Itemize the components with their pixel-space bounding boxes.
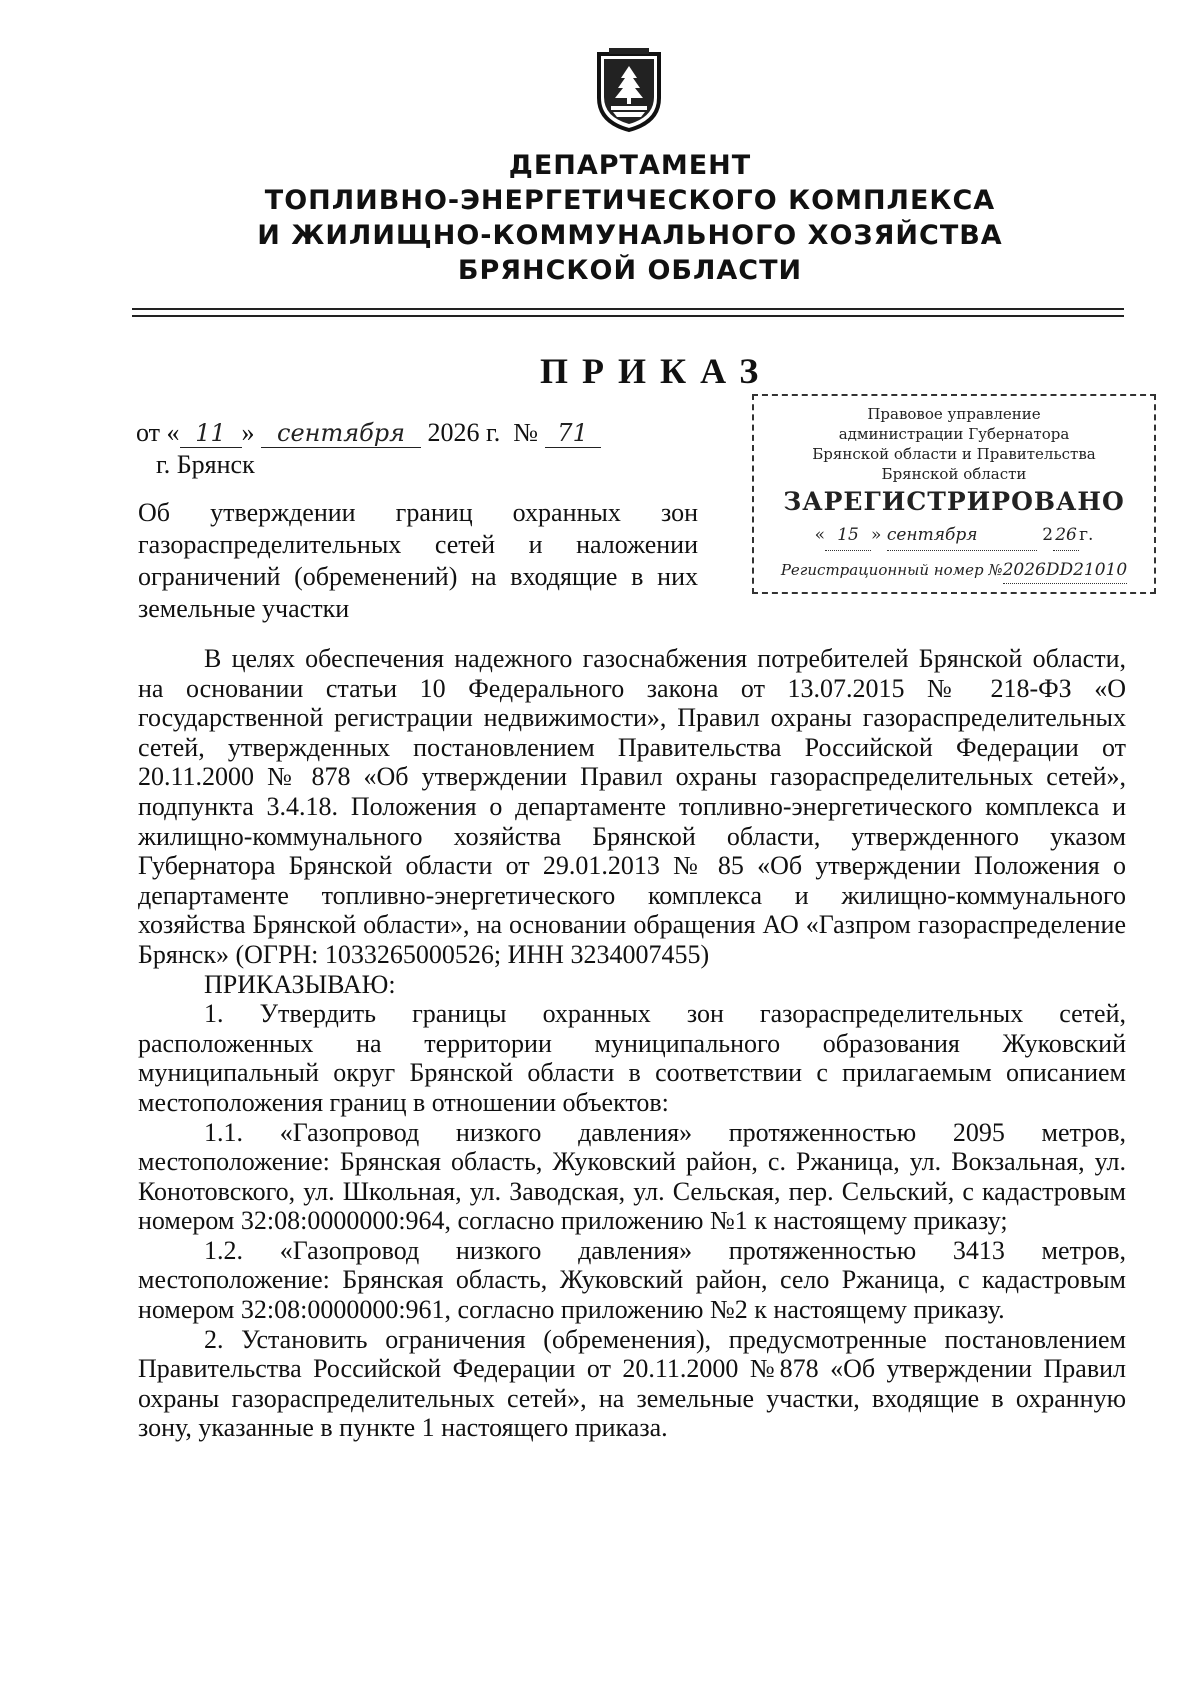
date-mid: » — [241, 418, 255, 447]
header-line-3: И ЖИЛИЩНО-КОММУНАЛЬНОГО ХОЗЯЙСТВА — [257, 220, 1003, 251]
stamp-year-handwritten: 26 — [1053, 520, 1079, 551]
header-divider-bottom — [132, 315, 1124, 317]
stamp-month-handwritten: сентября — [887, 520, 1037, 551]
header-divider-top — [132, 308, 1124, 310]
order-subject: Об утверждении границ охранных зон газораспределительных сетей и наложении ограничений (обременений) на входящие в них земельные участки — [138, 498, 698, 623]
order-month-handwritten: сентября — [261, 419, 421, 448]
document-title: ПРИКАЗ — [540, 351, 773, 391]
stamp-day-handwritten: 15 — [825, 520, 871, 551]
stamp-date-mid: » — [871, 525, 882, 545]
date-prefix: от « — [136, 418, 180, 447]
stamp-line-2: администрации Губернатора — [838, 425, 1070, 443]
order-date-line — [136, 418, 601, 448]
order-city: г. Брянск — [156, 450, 255, 479]
stamp-number-label: Регистрационный номер № — [780, 561, 1003, 579]
stamp-line-1: Правовое управление — [867, 405, 1041, 423]
department-header — [0, 148, 1200, 288]
clause-1-2: 1.2. «Газопровод низкого давления» протяженностью 3413 метров, местоположение: Брянская область, Жуковский район, село Ржаница, с кадастровым номером 32:08:0000000:961, согласно приложению №2 к настоящему приказу. — [138, 1235, 1126, 1325]
stamp-date-open: « — [814, 525, 826, 545]
order-day-handwritten: 11 — [180, 419, 242, 448]
preamble-paragraph: В целях обеспечения надежного газоснабжения потребителей Брянской области, на основании статьи 10 Федерального закона от 13.07.2015 № 218-ФЗ «О государственной регистрации недвижимости», Правил охраны газораспределительных сетей, утвержденных постановлением Правительства Российской Федерации от 20.11.2000 № 878 «Об утверждении Правил охраны газораспределительных сетей», подпункта 3.4.18. Положения о департаменте топливно-энергетического комплекса и жилищно-коммунального хозяйства Брянской области, утвержденного указом Губернатора Брянской области от 29.01.2013 № 85 «Об утверждении Положения о департаменте топливно-энергетического комплекса и жилищно-коммунального хозяйства Брянской области», на основании обращения АО «Газпром газораспределение Брянск» (ОГРН: 1033265000526; ИНН 3234007455) — [138, 644, 1126, 969]
stamp-registration-number — [754, 557, 1154, 584]
stamp-line-4: Брянской области — [881, 465, 1027, 483]
stamp-number-handwritten: 2026DD21010 — [1003, 557, 1128, 584]
order-body — [138, 644, 1126, 1443]
stamp-year-prefix: 2 — [1042, 525, 1054, 545]
stamp-registered: ЗАРЕГИСТРИРОВАНО — [783, 487, 1125, 516]
stamp-line-3: Брянской области и Правительства — [812, 445, 1096, 463]
order-number-label: № — [513, 418, 539, 447]
registration-stamp — [752, 394, 1156, 594]
header-line-2: ТОПЛИВНО-ЭНЕРГЕТИЧЕСКОГО КОМПЛЕКСА — [264, 185, 996, 216]
clause-2: 2. Установить ограничения (обременения), предусмотренные постановлением Правительства Российской Федерации от 20.11.2000 №878 «Об утверждении Правил охраны газораспределительных сетей», на земельные участки, входящие в охранную зону, указанные в пункте 1 настоящего приказа. — [138, 1324, 1126, 1443]
order-number-handwritten: 71 — [545, 419, 601, 448]
clause-1-1: 1.1. «Газопровод низкого давления» протяженностью 2095 метров, местоположение: Брянская область, Жуковский район, с. Ржаница, ул. Вокзальная, ул. Конотовского, ул. Школьная, ул. Заводская, ул. Сельская, пер. Сельский, с кадастровым номером 32:08:0000000:964, согласно приложению №1 к настоящему приказу; — [138, 1117, 1126, 1236]
clause-1: 1. Утвердить границы охранных зон газораспределительных сетей, расположенных на территории муниципального образования Жуковский муниципальный округ Брянской области в соответствии с прилагаемым описанием местоположения границ в отношении объектов: — [138, 999, 1126, 1117]
header-line-1: ДЕПАРТАМЕНТ — [508, 150, 752, 181]
stamp-date — [754, 520, 1154, 551]
header-line-4: БРЯНСКОЙ ОБЛАСТИ — [457, 255, 803, 286]
bryansk-coat-of-arms-icon — [591, 48, 667, 134]
order-year: 2026 г. — [427, 418, 501, 447]
stamp-year-suffix: г. — [1079, 525, 1094, 545]
order-keyword: ПРИКАЗЫВАЮ: — [204, 969, 396, 999]
